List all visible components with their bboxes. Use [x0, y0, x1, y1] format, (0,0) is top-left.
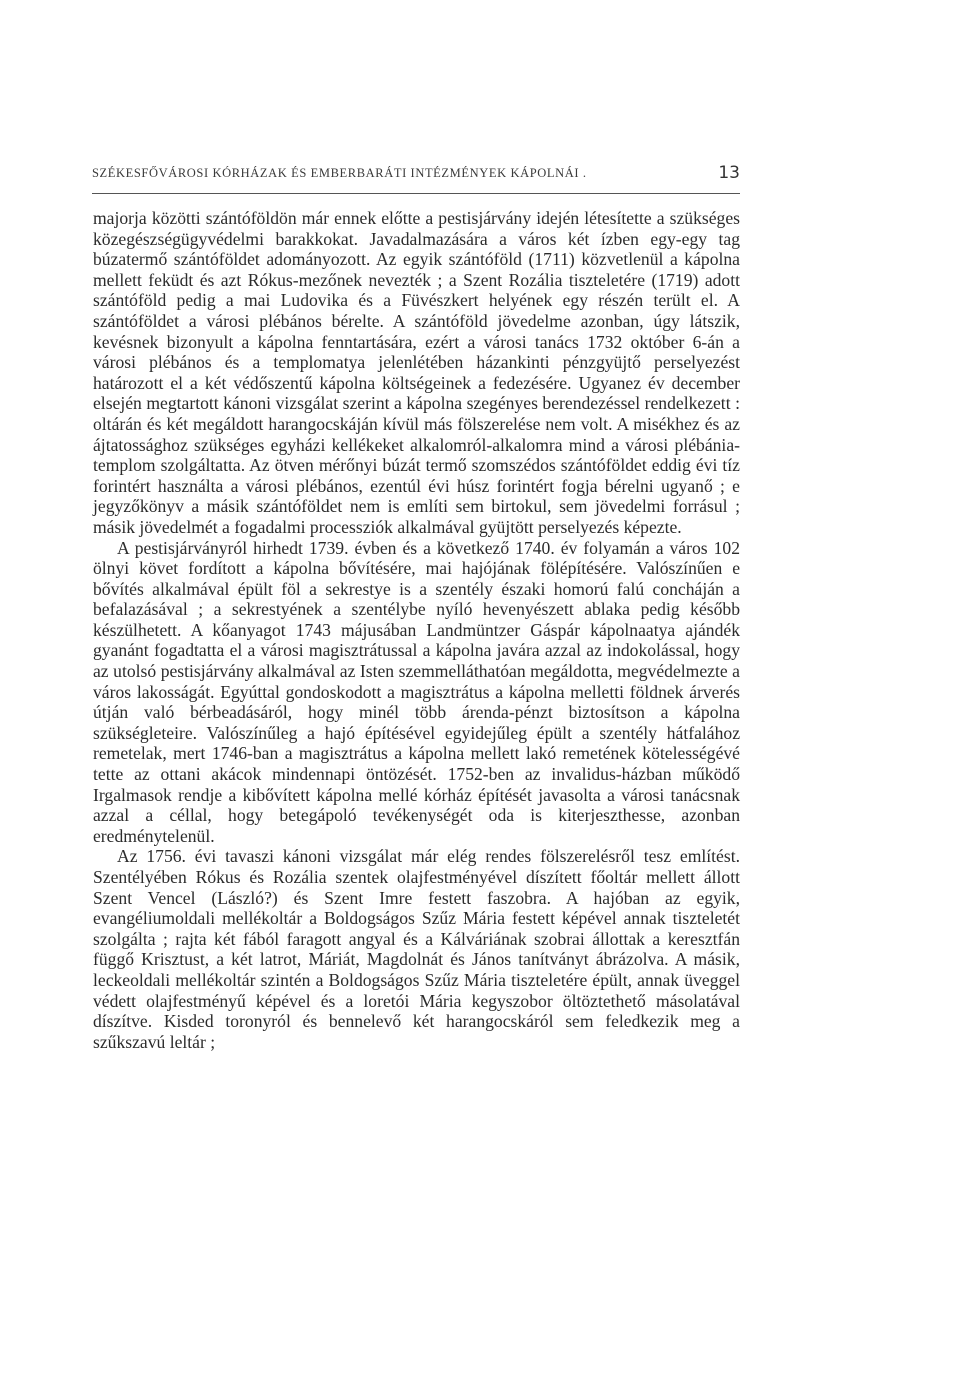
paragraph-2: A pestisjárványról hirhedt 1739. évben és a következő 1740. év folyamán a város 102 ölnyi követ fordított a kápolna bővítésére, mai hajójának fölépítésére. Valószínűen e bővítés alkalmával épült föl a sekrestye is a szentély északi homorú falú concháján a befalazásával ; a sekrestyének a szentélybe nyíló hevenyészett ablaka pedig később készülhetett. A kőanyagot 1743 májusában Landmüntzer Gáspár kápolnaatya ajándék gyanánt fogadtatta el a városi magisztrátussal a kápolna javára azzal az indokolással, hogy az utolsó pestisjárvány alkalmával az Isten szemmelláthatóan megáldotta, megvédelmezte a város lakosságát. Egyúttal gondoskodott a magisztrátus a kápolna melletti földnek árverés útján való bérbeadásáról, hogy minél több árenda-pénzt biztosítson a kápolna szükségleteire. Valószínűleg a hajó építésével egyidejűleg épült a szentély hátfalához remetelak, mert 1746-ban a magisztrátus a kápolna mellett lakó remetének kötelességévé tette az ottani akácok mindennapi öntözését. 1752-ben az invalidus-házban működő Irgalmasok rendje a kibővített kápolna mellé kórház építését javasolta a városi tanácsnak azzal a céllal, hogy betegápoló tevékenységét oda is kiterjeszthesse, azonban eredménytelenül.: [93, 537, 740, 846]
body-text: [93, 208, 740, 1052]
paragraph-1: majorja közötti szántóföldön már ennek előtte a pestisjárvány idején létesítette a szükséges közegészségügyvédelmi barakkokat. Javadalmazására a város két ízben egy-egy tag búzatermő szántóföldet adományozott. Az egyik szántóföld (1711) közvetlenül a kápolna mellett feküdt és azt Rókus-mezőnek nevezték ; a Szent Rozália tiszteletére (1719) adott szántóföld pedig a mai Ludovika és a Füvészkert helyének egy részén terült el. A szántóföldet a városi plébános bérelte. A szántóföld jövedelme azonban, úgy látszik, kevésnek bizonyult a kápolna fenntartására, ezért a városi tanács 1732 október 6-án a városi plébános és a templomatya jelenlétében házankinti pénzgyüjtő perselyezést határozott el a két védőszentű kápolna költségeinek a fedezésére. Ugyanez év december elsején megtartott kánoni vizsgálat szerint a kápolna szegényes berendezéssel rendelkezett : oltárán és két megáldott harangocskáján kívül más fölszerelése nem volt. A misékhez és az ájtatossághoz szükséges egyházi kellékeket alkalomról-alkalomra mind a városi plébánia-templom szolgáltatta. Az ötven mérőnyi búzát termő szomszédos szántóföldet eddig évi tíz forintért használta a városi plébános, ezentúl évi húsz forintért fogja bérelni ugyanő ; e jegyzőkönyv a másik szántóföldet nem is említi sem birtokul, sem jövedelmi forrásul ; másik jövedelmét a fogadalmi processziók alkalmával gyüjtött perselyezés képezte.: [93, 208, 740, 537]
paragraph-3: Az 1756. évi tavaszi kánoni vizsgálat már elég rendes fölszerelésről tesz említést. Szentélyében Rókus és Rozália szentek olajfestményével díszített főoltár mellett állott Szent Vencel (László?) és Szent Imre festett faszobra. A hajóban az egyik, evangéliumoldali mellékoltár a Boldogságos Szűz Mária festett képével annak tiszteletét szolgálta ; rajta két fából faragott angyal és a Kálváriának szobrai állottak a keresztfán függő Krisztust, a két latrot, Máriát, Magdolnát és János tanítványt ábrázolva. A másik, leckeoldali mellékoltár szintén a Boldogságos Szűz Mária tiszteletére épült, annak üveggel védett olajfestményű képével és a loretói Mária kegyszobor öltöztethető másolatával díszítve. Kisded toronyról és bennelevő két harangocskáról sem feledkezik meg a szűkszavú leltár ;: [93, 846, 740, 1052]
page-number: 13: [718, 163, 740, 183]
header-title: SZÉKESFŐVÁROSI KÓRHÁZAK ÉS EMBERBARÁTI INTÉZMÉNYEK KÁPOLNÁI .: [92, 166, 587, 180]
running-header: [92, 163, 740, 194]
